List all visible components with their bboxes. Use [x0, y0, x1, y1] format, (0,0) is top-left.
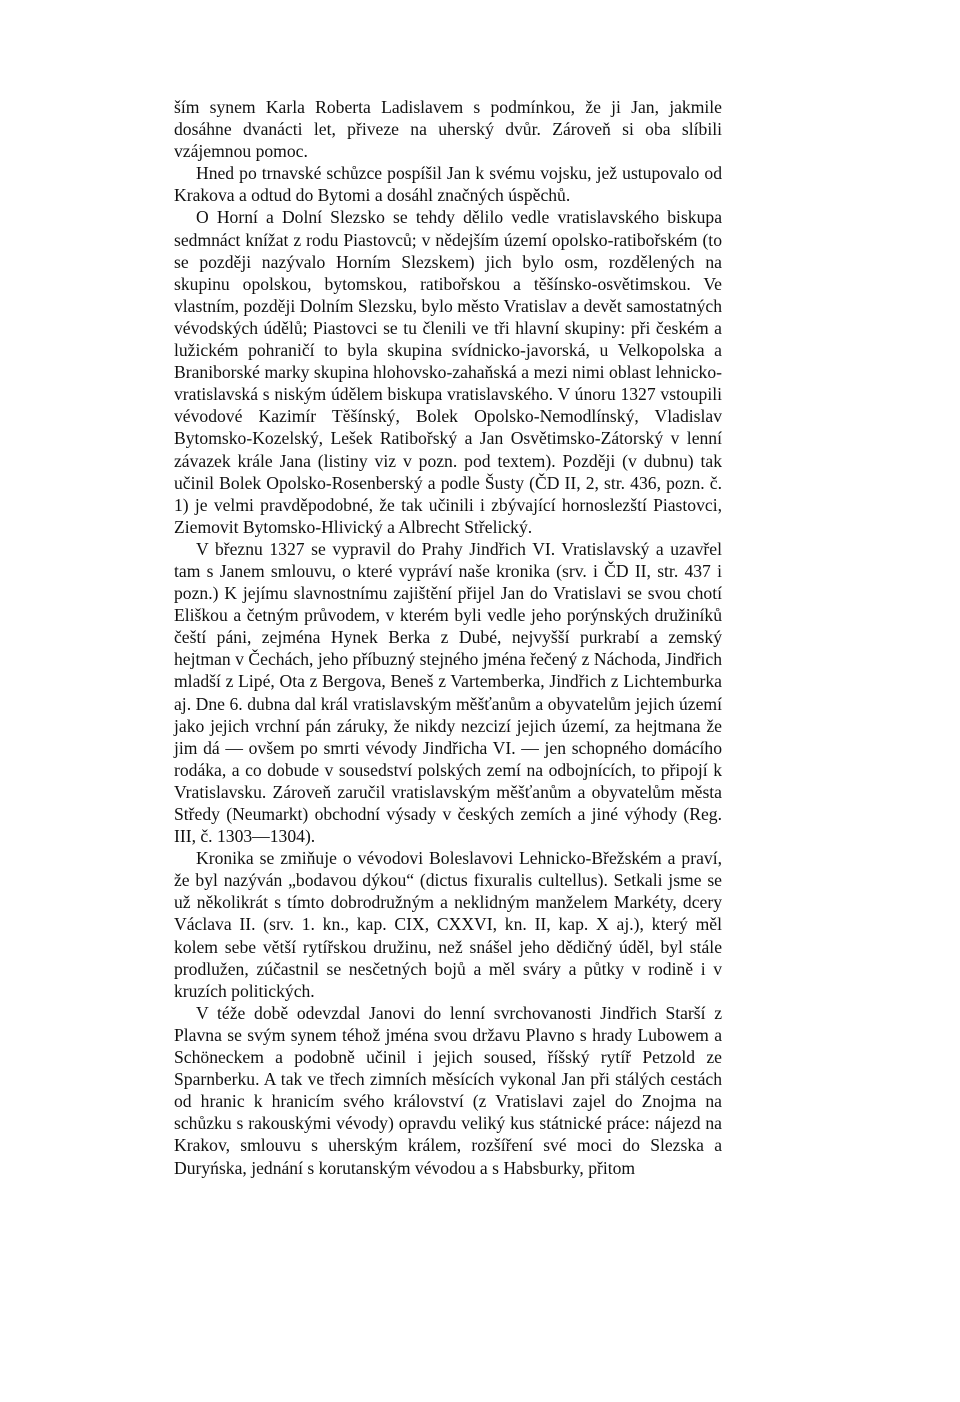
- paragraph-trnava: Hned po trnavské schůzce pospíšil Jan k svému vojsku, jež ustupovalo od Krakova a odtud do Bytomi a dosáhl značných úspěchů.: [174, 163, 722, 206]
- paragraph-silesia: O Horní a Dolní Slezsko se tehdy dělilo vedle vratislavského biskupa sedmnáct knížat z rodu Piastovců; v nědejším území opolsko-ratibořském (to se později nazývalo Horním Slezskem) jich bylo osm, rozdělených na skupinu opolskou, bytomskou, ratibořskou a těšínsko-osvětimskou. Ve vlastním, později Dolním Slezsku, bylo město Vratislav a devět samostatných vévodských údělů; Piastovci se tu členili ve tři hlavní skupiny: při českém a lužickém pohraničí to byla skupina svídnicko-javorská, u Velkopolska a Braniborské marky skupina hlohovsko-zahaňská a mezi nimi oblast lehnicko-vratislavská s niským údělem biskupa vratislavského. V únoru 1327 vstoupili vévodové Kazimír Těšínský, Bolek Opolsko-Nemodlínský, Vladislav Bytomsko-Kozelský, Lešek Ratibořský a Jan Osvětimsko-Zátorský v lenní závazek krále Jana (listiny viz v pozn. pod textem). Později (v dubnu) tak učinil Bolek Opolsko-Rosenberský a podle Šusty (ČD II, 2, str. 436, pozn. č. 1) je velmi pravděpodobné, že tak učinili i zbývající hornoslezští Piastovci, Ziemovit Bytomsko-Hlivický a Albrecht Střelický.: [174, 207, 722, 537]
- paragraph-plavno: V téže době odevzdal Janovi do lenní svrchovanosti Jindřich Starší z Plavna se svým synem téhož jména svou državu Plavno s hrady Lubowem a Schöneckem a podobně učinil i jejich soused, říšský rytíř Petzold ze Sparnberku. A tak ve třech zimních měsících vykonal Jan při stálých cestách od hranic k hranicím svého království (z Vratislavi zajel do Znojma na schůzku s rakouskými vévody) opravdu veliký kus státnické práce: nájezd na Krakov, smlouvu s uherským králem, rozšíření své moci do Slezska a Duryńska, jednání s korutanským vévodou a s Habsburky, přitom: [174, 1002, 722, 1178]
- paragraph-wroclaw: V březnu 1327 se vypravil do Prahy Jindřich VI. Vratislavský a uzavřel tam s Janem smlouvu, o které vypráví naše kronika (srv. i ČD II, str. 437 i pozn.) K jejímu slavnostnímu zajištění přijel Jan do Vratislavi se svou chotí Eliškou a četným průvodem, v kterém byli vedle jeho porýnských družiníků čeští páni, zejména Hynek Berka z Dubé, nejvyšší purkrabí a zemský hejtman v Čechách, jeho příbuzný stejného jména řečený z Náchoda, Jindřich mladší z Lipé, Ota z Bergova, Beneš z Vartemberka, Jindřich z Lichtemburka aj. Dne 6. dubna dal král vratislavským měšťanům a obyvatelům jejich území jako jejich vrchní pán záruky, že nikdy nezcizí jejich území, za hejtmana že jim dá — ovšem po smrti vévody Jindřicha VI. — jen schopného domácího rodáka, a co dobude v sousedství polských zemí na odbojnících, to připojí k Vratislavsku. Zároveň zaručil vratislavským měšťanům a obyvatelům města Středy (Neumarkt) obchodní výsady v českých zemích a jiné výhody (Reg. III, č. 1303—1304).: [174, 538, 722, 847]
- paragraph-continued: ším synem Karla Roberta Ladislavem s podmínkou, že ji Jan, jakmile dosáhne dvanácti let, přiveze na uherský dvůr. Zároveň si oba slíbili vzájemnou pomoc.: [174, 97, 722, 162]
- paragraph-boleslav: Kronika se zmiňuje o vévodovi Boleslavovi Lehnicko-Břežském a praví, že byl nazýván „bodavou dýkou“ (dictus fixuralis cultellus). Setkali jsme se už několikrát s tímto dobrodružným a neklidným manželem Markéty, dcery Václava II. (srv. 1. kn., kap. CIX, CXXVI, kn. II, kap. X aj.), který měl kolem sebe větší rytířskou družinu, než snášel jeho dědičný úděl, byl stále prodlužen, zúčastnil se nesčetných bojů a měl sváry a půtky v rodině i v kruzích politických.: [174, 848, 722, 1001]
- book-page-text: [174, 96, 722, 1179]
